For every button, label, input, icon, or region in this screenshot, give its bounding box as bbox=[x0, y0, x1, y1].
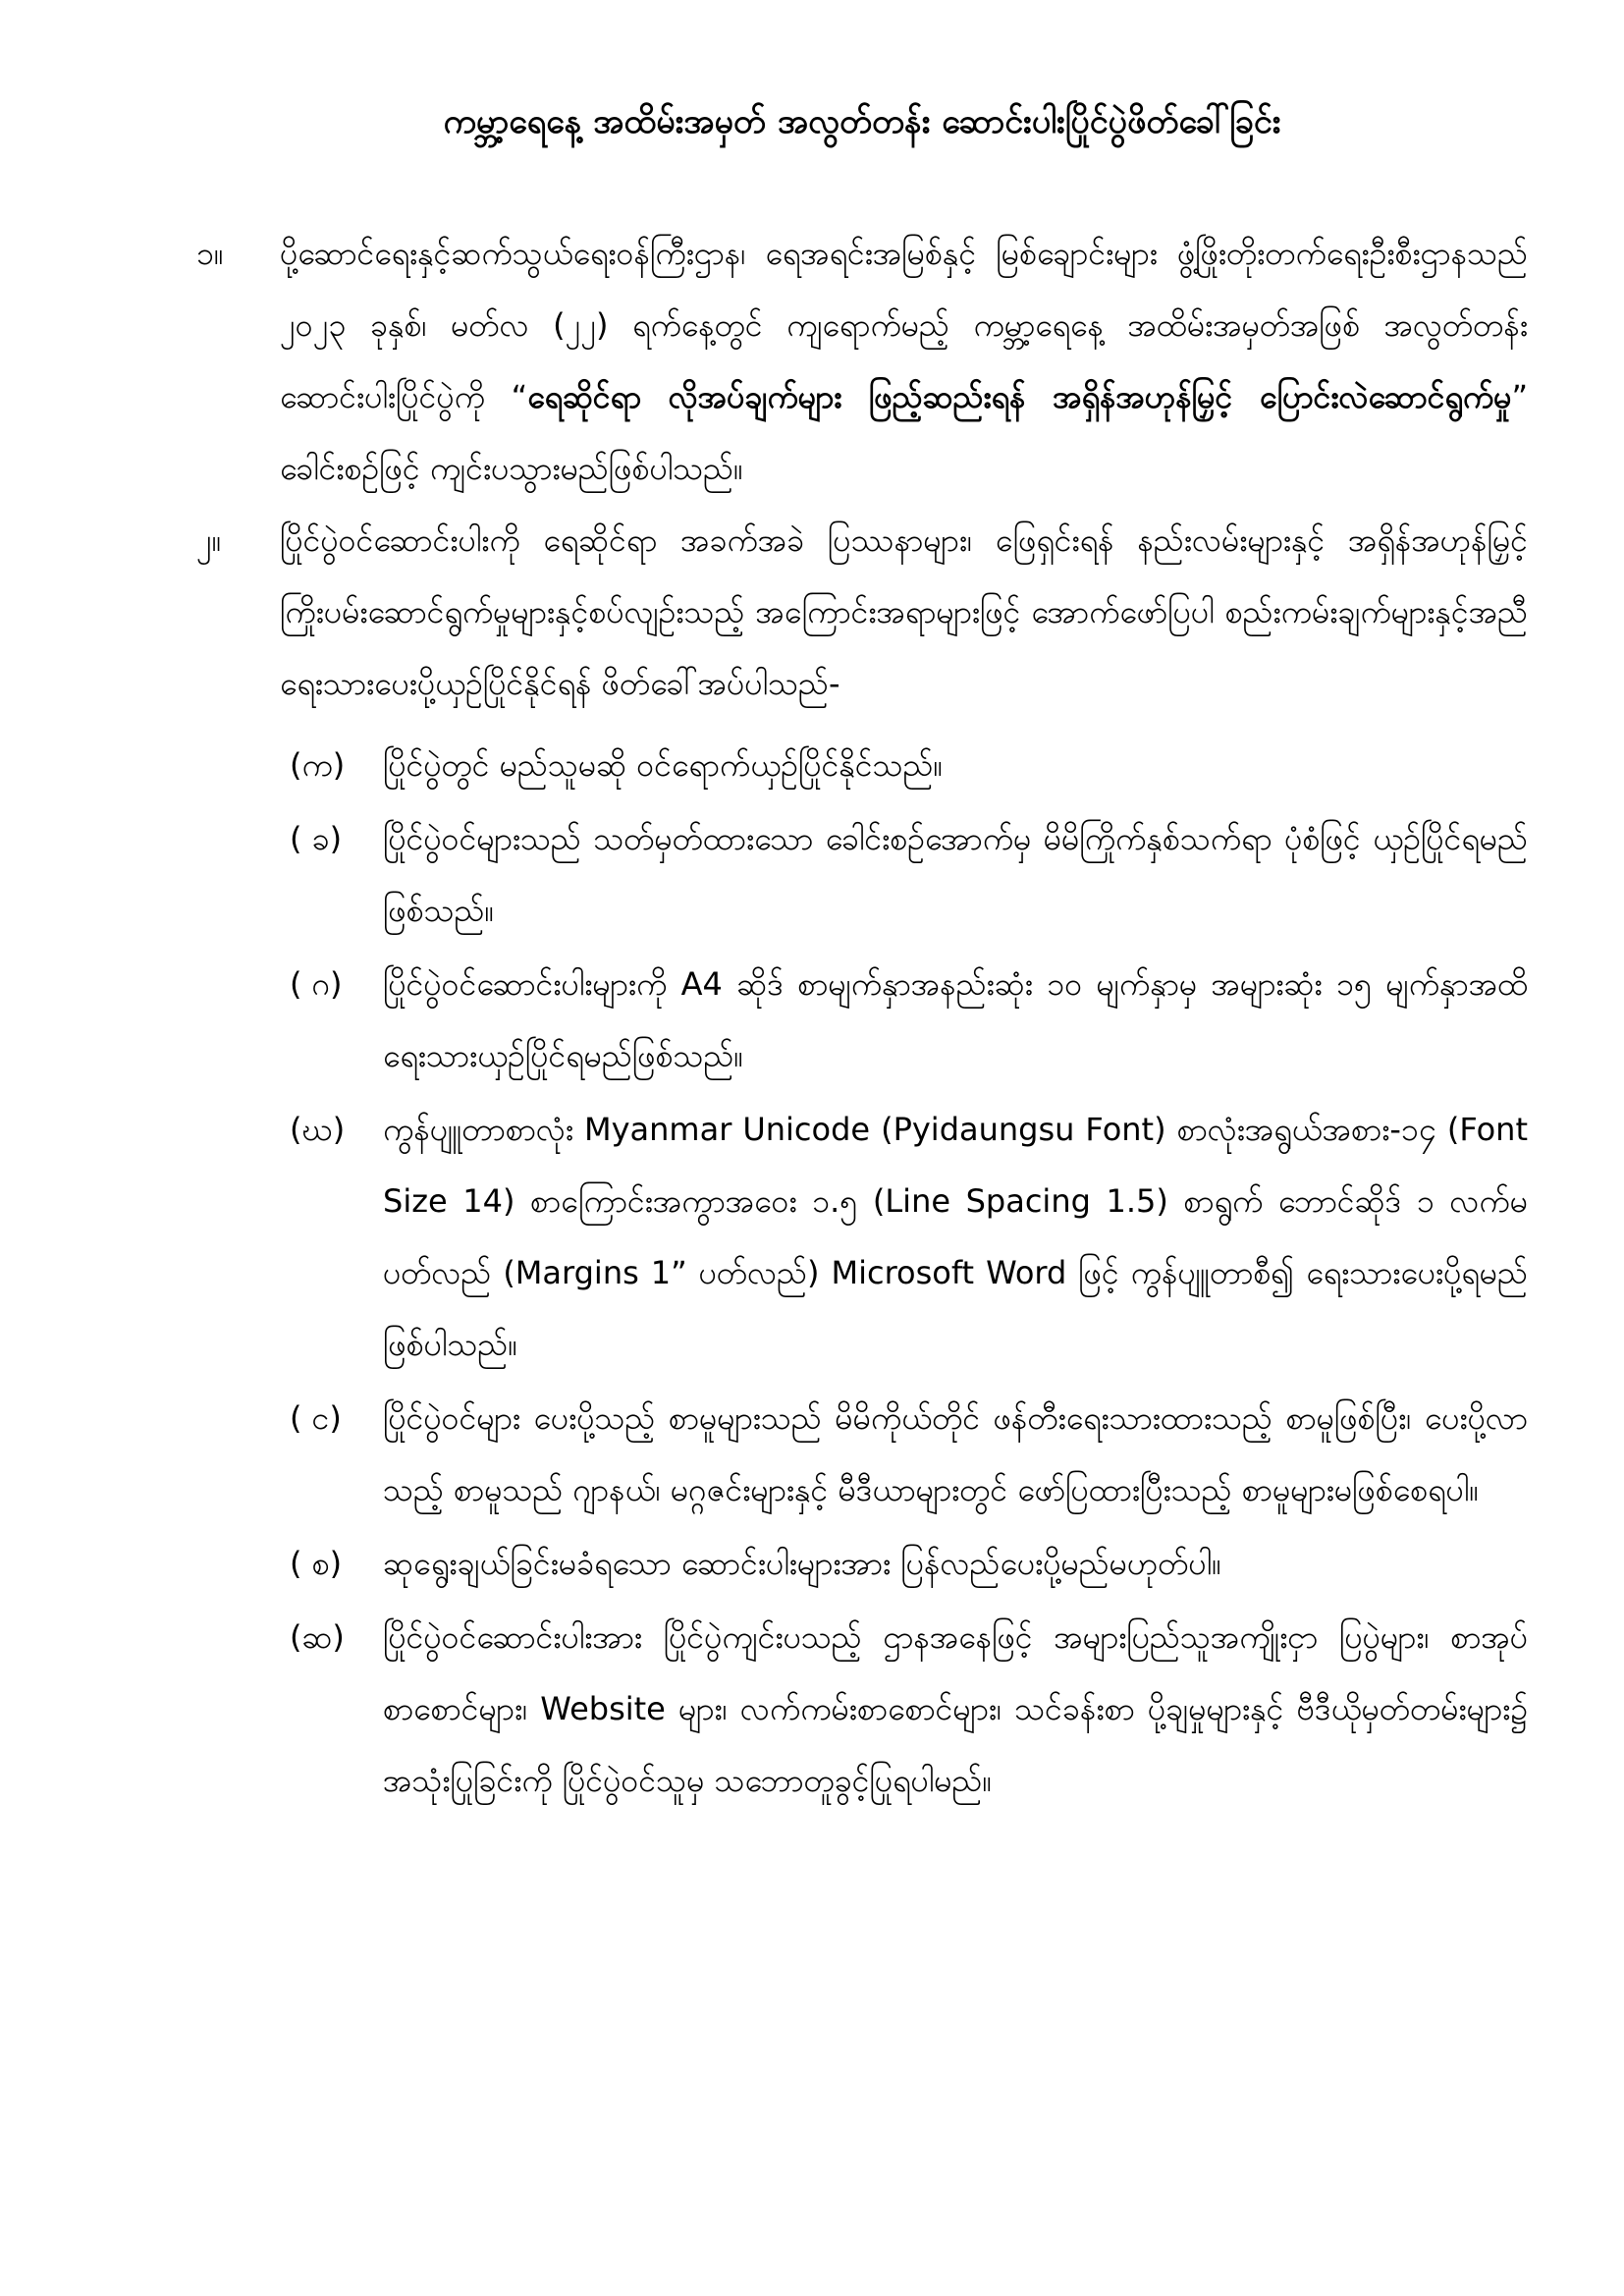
paragraph-number: ၁။ bbox=[196, 235, 224, 272]
list-item-label: (ဆ) bbox=[290, 1618, 345, 1656]
list-item-text: ပြိုင်ပွဲဝင်များသည် သတ်မှတ်ထားသော ခေါင်းစဉ်အောက်မှ မိမိကြိုက်နှစ်သက်ရာ ပုံစံဖြင့် ယှဉ်ပြိုင်ရမည်ဖြစ်သည်။ bbox=[383, 820, 1528, 929]
list-item bbox=[196, 949, 1528, 1092]
list-item-text: ပြိုင်ပွဲဝင်ဆောင်းပါးများကို A4 ဆိုဒ် စာမျက်နှာအနည်းဆုံး ၁၀ မျက်နှာမှ အများဆုံး ၁၅ မျက်နှာအထိ ရေးသားယှဉ်ပြိုင်ရမည်ဖြစ်သည်။ bbox=[383, 965, 1528, 1074]
list-item-label: (က) bbox=[290, 746, 346, 784]
list-item-text: ကွန်ပျူတာစာလုံး Myanmar Unicode (Pyidaungsu Font) စာလုံးအရွယ်အစား-၁၄ (Font Size 14) စာကြောင်းအကွာအဝေး ၁.၅ (Line Spacing 1.5) စာရွက် ဘောင်ဆိုဒ် ၁ လက်မပတ်လည် (Margins 1” ပတ်လည်) Microsoft Word ဖြင့် ကွန်ပျူတာစီ၍ ရေးသားပေးပို့ရမည်ဖြစ်ပါသည်။ bbox=[383, 1111, 1528, 1363]
paragraph-text-after: ” ခေါင်းစဉ်ဖြင့် ကျင်းပသွားမည်ဖြစ်ပါသည်။ bbox=[280, 378, 1529, 487]
paragraph-text-before: ပို့ဆောင်ရေးနှင့်ဆက်သွယ်ရေးဝန်ကြီးဌာန၊ ရေအရင်းအမြစ်နှင့် မြစ်ချောင်းများ ဖွံ့ဖြိုးတိုးတက်ရေးဦးစီးဌာနသည် ၂၀၂၃ ခုနှစ်၊ မတ်လ (၂၂) ရက်နေ့တွင် ကျရောက်မည့် ကမ္ဘာ့ရေနေ့ အထိမ်းအမှတ်အဖြစ် အလွတ်တန်းဆောင်းပါးပြိုင်ပွဲကို “ bbox=[280, 235, 1528, 415]
list-item-label: (ဃ) bbox=[290, 1111, 346, 1148]
page-title: ကမ္ဘာ့ရေနေ့ အထိမ်းအမှတ် အလွတ်တန်း ဆောင်းပါးပြိုင်ပွဲဖိတ်ခေါ်ခြင်း bbox=[443, 102, 1281, 141]
paragraph-bold-title: ရေဆိုင်ရာ လိုအပ်ချက်များ ဖြည့်ဆည်းရန် အရှိန်အဟုန်မြှင့် ပြောင်းလဲဆောင်ရွက်မှု bbox=[527, 378, 1512, 415]
list-item bbox=[196, 1602, 1528, 1817]
list-item-label: ( ခ) bbox=[290, 820, 343, 857]
list-item-label: ( စ) bbox=[290, 1545, 343, 1582]
list-item bbox=[196, 730, 1528, 801]
paragraph-text: ပြိုင်ပွဲဝင်ဆောင်းပါးကို ရေဆိုင်ရာ အခက်အခဲ ပြဿနာများ၊ ဖြေရှင်းရန် နည်းလမ်းများနှင့် အရှိန်အဟုန်မြှင့် ကြိုးပမ်းဆောင်ရွက်မှုများနှင့်စပ်လျဉ်းသည့် အကြောင်းအရာများဖြင့် အောက်ဖော်ပြပါ စည်းကမ်းချက်များနှင့်အညီ ရေးသားပေးပို့ယှဉ်ပြိုင်နိုင်ရန် ဖိတ်ခေါ်အပ်ပါသည်- bbox=[280, 521, 1528, 702]
list-item-text: ပြိုင်ပွဲဝင်များ ပေးပို့သည့် စာမူများသည် မိမိကိုယ်တိုင် ဖန်တီးရေးသားထားသည့် စာမူဖြစ်ပြီး၊ ပေးပို့လာသည့် စာမူသည် ဂျာနယ်၊ မဂ္ဂဇင်းများနှင့် မီဒီယာများတွင် ဖော်ပြထားပြီးသည့် စာမူများမဖြစ်စေရပါ။ bbox=[383, 1399, 1528, 1508]
list-item bbox=[196, 803, 1528, 947]
paragraph-1 bbox=[196, 218, 1528, 505]
paragraph-2 bbox=[196, 505, 1528, 720]
list-item bbox=[196, 1383, 1528, 1526]
list-item-text: ဆုရွေးချယ်ခြင်းမခံရသော ဆောင်းပါးများအား ပြန်လည်ပေးပို့မည်မဟုတ်ပါ။ bbox=[383, 1545, 1221, 1582]
paragraph-number: ၂။ bbox=[196, 521, 222, 559]
list-item-label: ( ဂ) bbox=[290, 965, 343, 1003]
list-item-text: ပြိုင်ပွဲဝင်ဆောင်းပါးအား ပြိုင်ပွဲကျင်းပသည့် ဌာနအနေဖြင့် အများပြည်သူအကျိုးငှာ ပြပွဲများ၊ စာအုပ်စာစောင်များ၊ Website များ၊ လက်ကမ်းစာစောင်များ၊ သင်ခန်းစာ ပို့ချမှုများနှင့် ဗီဒီယိုမှတ်တမ်းများ၌ အသုံးပြုခြင်းကို ပြိုင်ပွဲဝင်သူမှ သဘောတူခွင့်ပြုရပါမည်။ bbox=[383, 1618, 1528, 1799]
list-item-text: ပြိုင်ပွဲတွင် မည်သူမဆို ဝင်ရောက်ယှဉ်ပြိုင်နိုင်သည်။ bbox=[383, 746, 944, 784]
list-item bbox=[196, 1094, 1528, 1381]
paragraph-text bbox=[280, 218, 1528, 505]
list-item-label: ( င) bbox=[290, 1399, 342, 1437]
list-item bbox=[196, 1528, 1528, 1600]
conditions-list bbox=[196, 730, 1528, 1817]
